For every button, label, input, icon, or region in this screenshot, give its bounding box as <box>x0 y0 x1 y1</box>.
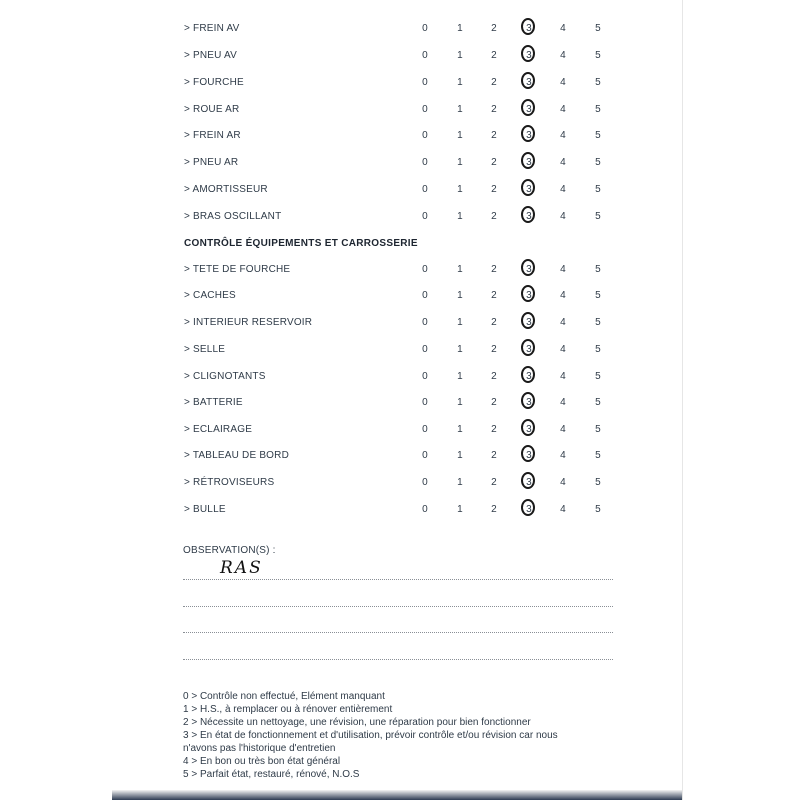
score-0[interactable]: 0 <box>422 317 428 328</box>
score-4[interactable]: 4 <box>560 397 566 408</box>
score-5[interactable]: 5 <box>595 344 601 355</box>
score-1[interactable]: 1 <box>457 344 463 355</box>
score-3[interactable]: 3 <box>526 317 532 328</box>
score-3[interactable]: 3 <box>526 371 532 382</box>
score-5[interactable]: 5 <box>595 104 601 115</box>
score-1[interactable]: 1 <box>457 371 463 382</box>
score-5[interactable]: 5 <box>595 50 601 61</box>
selected-score-circle <box>521 45 535 62</box>
row-label: > FREIN AR <box>184 130 241 141</box>
section-title: CONTRÔLE ÉQUIPEMENTS ET CARROSSERIE <box>184 238 418 249</box>
score-3[interactable]: 3 <box>526 104 532 115</box>
score-2[interactable]: 2 <box>491 477 497 488</box>
selected-score-circle <box>521 179 535 196</box>
score-0[interactable]: 0 <box>422 157 428 168</box>
score-0[interactable]: 0 <box>422 184 428 195</box>
score-3[interactable]: 3 <box>526 424 532 435</box>
score-2[interactable]: 2 <box>491 104 497 115</box>
score-4[interactable]: 4 <box>560 211 566 222</box>
score-3[interactable]: 3 <box>526 397 532 408</box>
score-5[interactable]: 5 <box>595 264 601 275</box>
selected-score-circle <box>521 206 535 223</box>
observation-line[interactable] <box>183 632 613 633</box>
score-1[interactable]: 1 <box>457 184 463 195</box>
row-label: > AMORTISSEUR <box>184 184 268 195</box>
score-3[interactable]: 3 <box>526 77 532 88</box>
check-row <box>184 369 624 387</box>
selected-score-circle <box>521 152 535 169</box>
score-5[interactable]: 5 <box>595 371 601 382</box>
observations-label: OBSERVATION(S) : <box>183 545 276 556</box>
check-row <box>184 209 624 227</box>
score-0[interactable]: 0 <box>422 104 428 115</box>
check-row <box>184 502 624 520</box>
row-label: > FREIN AV <box>184 23 240 34</box>
score-5[interactable]: 5 <box>595 77 601 88</box>
check-row <box>184 48 624 66</box>
selected-score-circle <box>521 366 535 383</box>
score-5[interactable]: 5 <box>595 504 601 515</box>
score-1[interactable]: 1 <box>457 450 463 461</box>
score-5[interactable]: 5 <box>595 477 601 488</box>
row-label: > PNEU AV <box>184 50 238 61</box>
selected-score-circle <box>521 99 535 116</box>
row-label: > ECLAIRAGE <box>184 424 253 435</box>
score-4[interactable]: 4 <box>560 157 566 168</box>
score-4[interactable]: 4 <box>560 50 566 61</box>
score-0[interactable]: 0 <box>422 211 428 222</box>
score-3[interactable]: 3 <box>526 477 532 488</box>
legend-line: 1 > H.S., à remplacer ou à rénover entièrement <box>183 704 393 715</box>
score-4[interactable]: 4 <box>560 184 566 195</box>
scan-bottom-edge <box>112 790 682 800</box>
score-1[interactable]: 1 <box>457 397 463 408</box>
score-3[interactable]: 3 <box>526 504 532 515</box>
score-5[interactable]: 5 <box>595 184 601 195</box>
score-0[interactable]: 0 <box>422 130 428 141</box>
check-row <box>184 262 624 280</box>
row-label: > ROUE AR <box>184 104 240 115</box>
check-row <box>184 155 624 173</box>
score-4[interactable]: 4 <box>560 130 566 141</box>
selected-score-circle <box>521 445 535 462</box>
check-row <box>184 395 624 413</box>
scan-margin-left <box>0 0 112 800</box>
score-1[interactable]: 1 <box>457 130 463 141</box>
legend-line: 3 > En état de fonctionnement et d'utilisation, prévoir contrôle et/ou révision car nous <box>183 730 558 741</box>
score-0[interactable]: 0 <box>422 450 428 461</box>
score-3[interactable]: 3 <box>526 130 532 141</box>
score-4[interactable]: 4 <box>560 77 566 88</box>
legend-line: 5 > Parfait état, restauré, rénové, N.O.S <box>183 769 360 780</box>
score-0[interactable]: 0 <box>422 344 428 355</box>
score-2[interactable]: 2 <box>491 264 497 275</box>
score-5[interactable]: 5 <box>595 317 601 328</box>
score-2[interactable]: 2 <box>491 211 497 222</box>
observation-line[interactable] <box>183 579 613 580</box>
score-0[interactable]: 0 <box>422 290 428 301</box>
score-1[interactable]: 1 <box>457 23 463 34</box>
check-row <box>184 21 624 39</box>
row-label: > BULLE <box>184 504 226 515</box>
score-5[interactable]: 5 <box>595 290 601 301</box>
score-4[interactable]: 4 <box>560 450 566 461</box>
check-row <box>184 315 624 333</box>
score-2[interactable]: 2 <box>491 77 497 88</box>
legend-line: n'avons pas l'historique d'entretien <box>183 743 336 754</box>
score-1[interactable]: 1 <box>457 477 463 488</box>
check-row <box>184 475 624 493</box>
score-3[interactable]: 3 <box>526 23 532 34</box>
check-row <box>184 288 624 306</box>
score-1[interactable]: 1 <box>457 77 463 88</box>
score-5[interactable]: 5 <box>595 23 601 34</box>
row-label: > SELLE <box>184 344 226 355</box>
row-label: > CLIGNOTANTS <box>184 371 266 382</box>
score-0[interactable]: 0 <box>422 264 428 275</box>
score-0[interactable]: 0 <box>422 77 428 88</box>
row-label: > BATTERIE <box>184 397 243 408</box>
legend-line: 4 > En bon ou très bon état général <box>183 756 341 767</box>
check-row <box>184 75 624 93</box>
score-2[interactable]: 2 <box>491 424 497 435</box>
score-5[interactable]: 5 <box>595 424 601 435</box>
selected-score-circle <box>521 472 535 489</box>
score-3[interactable]: 3 <box>526 157 532 168</box>
score-4[interactable]: 4 <box>560 344 566 355</box>
score-3[interactable]: 3 <box>526 50 532 61</box>
score-2[interactable]: 2 <box>491 157 497 168</box>
score-0[interactable]: 0 <box>422 504 428 515</box>
score-5[interactable]: 5 <box>595 397 601 408</box>
score-1[interactable]: 1 <box>457 264 463 275</box>
score-3[interactable]: 3 <box>526 344 532 355</box>
score-4[interactable]: 4 <box>560 23 566 34</box>
score-2[interactable]: 2 <box>491 344 497 355</box>
score-2[interactable]: 2 <box>491 23 497 34</box>
score-legend <box>183 690 623 781</box>
score-5[interactable]: 5 <box>595 450 601 461</box>
legend-line: 0 > Contrôle non effectué, Elément manquant <box>183 691 385 702</box>
score-4[interactable]: 4 <box>560 424 566 435</box>
score-4[interactable]: 4 <box>560 264 566 275</box>
row-label: > FOURCHE <box>184 77 244 88</box>
score-0[interactable]: 0 <box>422 424 428 435</box>
score-2[interactable]: 2 <box>491 504 497 515</box>
score-0[interactable]: 0 <box>422 371 428 382</box>
score-0[interactable]: 0 <box>422 397 428 408</box>
score-2[interactable]: 2 <box>491 317 497 328</box>
score-5[interactable]: 5 <box>595 157 601 168</box>
score-2[interactable]: 2 <box>491 50 497 61</box>
check-row <box>184 128 624 146</box>
score-1[interactable]: 1 <box>457 290 463 301</box>
selected-score-circle <box>521 72 535 89</box>
score-2[interactable]: 2 <box>491 397 497 408</box>
observation-line[interactable] <box>183 606 613 607</box>
row-label: > CACHES <box>184 290 236 301</box>
score-4[interactable]: 4 <box>560 290 566 301</box>
score-2[interactable]: 2 <box>491 290 497 301</box>
score-0[interactable]: 0 <box>422 50 428 61</box>
selected-score-circle <box>521 285 535 302</box>
observation-line[interactable] <box>183 659 613 660</box>
selected-score-circle <box>521 18 535 35</box>
check-row <box>184 448 624 466</box>
selected-score-circle <box>521 312 535 329</box>
row-label: > TABLEAU DE BORD <box>184 450 290 461</box>
score-4[interactable]: 4 <box>560 371 566 382</box>
score-1[interactable]: 1 <box>457 50 463 61</box>
score-4[interactable]: 4 <box>560 504 566 515</box>
score-2[interactable]: 2 <box>491 371 497 382</box>
score-3[interactable]: 3 <box>526 264 532 275</box>
score-3[interactable]: 3 <box>526 211 532 222</box>
score-5[interactable]: 5 <box>595 211 601 222</box>
score-0[interactable]: 0 <box>422 23 428 34</box>
selected-score-circle <box>521 339 535 356</box>
legend-line: 2 > Nécessite un nettoyage, une révision, une réparation pour bien fonctionner <box>183 717 531 728</box>
scan-margin-right <box>683 0 800 800</box>
check-row <box>184 182 624 200</box>
score-3[interactable]: 3 <box>526 450 532 461</box>
check-row <box>184 102 624 120</box>
check-row <box>184 422 624 440</box>
row-label: > INTERIEUR RESERVOIR <box>184 317 313 328</box>
score-1[interactable]: 1 <box>457 317 463 328</box>
score-1[interactable]: 1 <box>457 211 463 222</box>
score-1[interactable]: 1 <box>457 157 463 168</box>
score-4[interactable]: 4 <box>560 317 566 328</box>
selected-score-circle <box>521 392 535 409</box>
score-1[interactable]: 1 <box>457 104 463 115</box>
selected-score-circle <box>521 125 535 142</box>
selected-score-circle <box>521 259 535 276</box>
row-label: > PNEU AR <box>184 157 239 168</box>
observations-handwritten-text[interactable]: RAS <box>220 558 263 578</box>
row-label: > TETE DE FOURCHE <box>184 264 291 275</box>
selected-score-circle <box>521 419 535 436</box>
score-3[interactable]: 3 <box>526 290 532 301</box>
score-3[interactable]: 3 <box>526 184 532 195</box>
row-label: > BRAS OSCILLANT <box>184 211 282 222</box>
row-label: > RÉTROVISEURS <box>184 477 275 488</box>
score-4[interactable]: 4 <box>560 104 566 115</box>
score-0[interactable]: 0 <box>422 477 428 488</box>
score-5[interactable]: 5 <box>595 130 601 141</box>
score-4[interactable]: 4 <box>560 477 566 488</box>
check-row <box>184 342 624 360</box>
score-2[interactable]: 2 <box>491 184 497 195</box>
score-1[interactable]: 1 <box>457 424 463 435</box>
score-2[interactable]: 2 <box>491 130 497 141</box>
score-1[interactable]: 1 <box>457 504 463 515</box>
selected-score-circle <box>521 499 535 516</box>
score-2[interactable]: 2 <box>491 450 497 461</box>
